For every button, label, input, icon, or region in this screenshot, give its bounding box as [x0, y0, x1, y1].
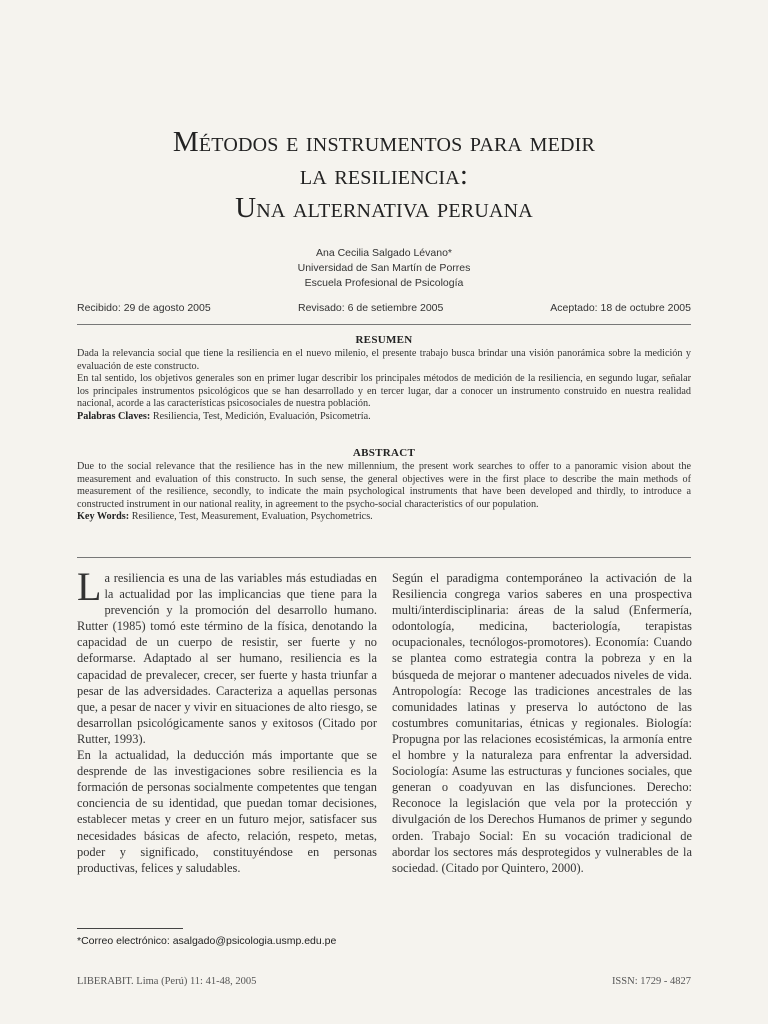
- issn: ISSN: 1729 - 4827: [611, 976, 691, 987]
- left-column: [77, 564, 377, 876]
- body-paragraph: En la actualidad, la deducción más importante que se desprende de las investigaciones sobre resiliencia es la formación de personas socialmente competentes que tengan conciencia de su identidad, que puedan tomar decisiones, establecer metas y creer en un futuro mejor, satisfacer sus necesidades básicas de afecto, relación, respeto, metas, poder y significado, constituyéndose en personas productivas, felices y saludables.: [77, 748, 377, 875]
- drop-cap: L: [77, 564, 102, 609]
- resumen-heading: RESUMEN: [355, 334, 413, 346]
- keywords-label: Key Words:: [77, 511, 130, 523]
- paragraph-text: a resiliencia es una de las variables más estudiadas en la actualidad por las implicancias que tiene para la prevención y la promoción del desarrollo humano. Rutter (1985) tomó este término de la física, denotando la capacidad de un cuerpo de resistir, ser fuerte y no deformarse. Adaptado al ser humano, resiliencia es la capacidad de prevalecer, crecer, ser fuerte y hasta triunfar a pesar de las adversidades. Caracteriza a aquellas personas que, a pesar de nacer y vivir en situaciones de alto riesgo, se desarrollan psicológicamente sanos y exitosos (Citado por Rutter, 1993).: [77, 571, 377, 746]
- date-revised: Revisado: 6 de setiembre 2005: [298, 302, 444, 314]
- footnote: *Correo electrónico: asalgado@psicologia.usmp.edu.pe: [77, 935, 337, 947]
- date-received: Recibido: 29 de agosto 2005: [77, 302, 211, 314]
- body-paragraph: Según el paradigma contemporáneo la activación de la Resiliencia congrega varios saberes en una prospectiva multi/interdisciplinaria: áreas de la salud (Enfermería, odontología, medicina, bacteriología, terapistas ocupacionales, tecnólogos-promotores). Economía: Cuando se plantea como estrategia contra la pobreza y en la búsqueda de mejorar o mantener adecuados niveles de vida. Antropología: Recoge las tradiciones ancestrales de las comunidades latinas y preserva lo autóctono de las costumbres comunitarias, étnicas y regionales. Biología: Propugna por las relaciones ecosistémicas, la armonía entre el hombre y la naturaleza para enfrentar la adversidad. Sociología: Asume las estructuras y funciones sociales, que generan o coadyuvan en las disfunciones. Derecho: Reconoce la legislación que vela por la protección y divulgación de los Derechos Humanos de primer y segundo orden. Trabajo Social: En su vocación tradicional de abordar los sectores más desprotegidos y vulnerables de la sociedad. (Citado por Quintero, 2000).: [392, 571, 692, 875]
- author-university: Universidad de San Martín de Porres: [297, 262, 471, 274]
- divider: [77, 557, 691, 558]
- body-paragraph: [77, 564, 377, 747]
- resumen-paragraph: Dada la relevancia social que tiene la resiliencia en el nuevo milenio, el presente trabajo busca brindar una visión panorámica sobre la medición y evaluación de este constructo.: [77, 348, 691, 372]
- author-name: Ana Cecilia Salgado Lévano*: [315, 247, 452, 259]
- resumen-paragraph: En tal sentido, los objetivos generales son en primer lugar describir los principales métodos de medición de la resiliencia, en segundo lugar, señalar los principales instrumentos psicológicos que se han desarrollado y en tercer lugar, dar a conocer un instrumento construido en nuestra realidad nacional, acorde a las características psicosociales de nuestra población.: [77, 373, 691, 410]
- article-title: [0, 126, 768, 225]
- resumen-keywords: [77, 411, 691, 424]
- abstract-keywords: [77, 511, 691, 524]
- abstract-body: [77, 461, 691, 524]
- title-line-2: la resiliencia:: [299, 159, 469, 191]
- resumen-body: [77, 348, 691, 424]
- title-line-3: Una alternativa peruana: [235, 192, 533, 224]
- page-footer: [77, 976, 691, 990]
- dates-row: [77, 302, 691, 316]
- date-accepted: Aceptado: 18 de octubre 2005: [550, 302, 691, 314]
- divider: [77, 324, 691, 325]
- keywords-text: Resiliencia, Test, Medición, Evaluación, Psicometría.: [150, 410, 371, 422]
- footnote-rule: [77, 928, 183, 929]
- abstract-paragraph: Due to the social relevance that the resilience has in the new millennium, the present work searches to offer to a panoramic vision about the measurement and evaluation of this constructo. In such sense, the general objectives were in the first place to describe the main methods of measurement of the resilience, secondly, to indicate the main psychological instruments that have been developed and thirdly, to introduce a constructed instrument in our national reality, in agreement to the psycho-social characteristics of our population.: [77, 461, 691, 510]
- journal-citation: LIBERABIT. Lima (Perú) 11: 41-48, 2005: [77, 976, 257, 987]
- keywords-text: Resilience, Test, Measurement, Evaluation, Psychometrics.: [129, 511, 373, 523]
- abstract-heading: ABSTRACT: [352, 447, 416, 459]
- author-school: Escuela Profesional de Psicología: [304, 277, 464, 289]
- author-block: [0, 246, 768, 291]
- keywords-label: Palabras Claves:: [77, 410, 151, 422]
- right-column: [392, 570, 692, 876]
- title-line-1: Métodos e instrumentos para medir: [172, 126, 596, 158]
